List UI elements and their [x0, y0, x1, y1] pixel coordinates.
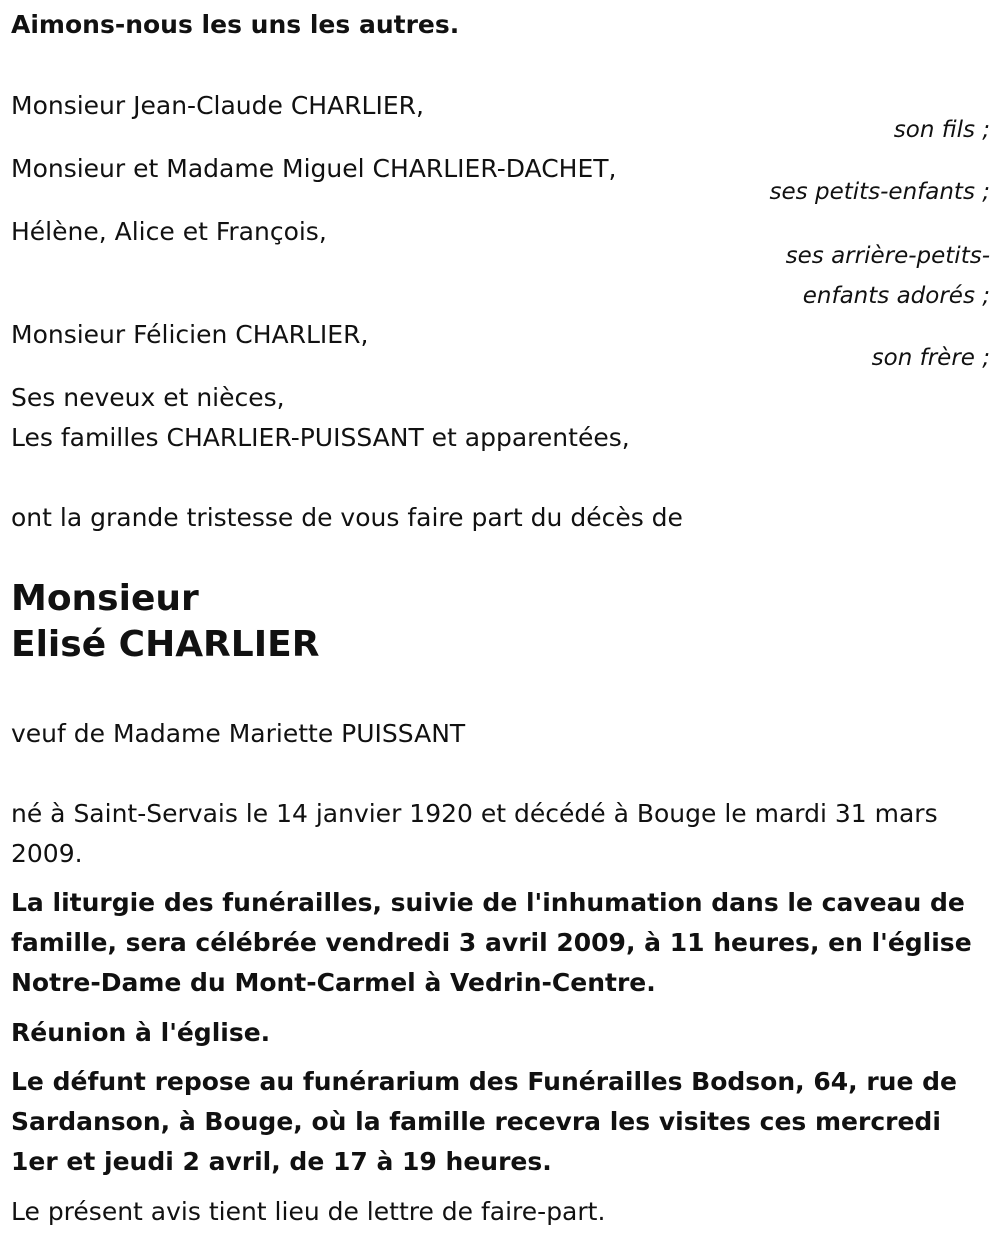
birth-death-dates: né à Saint-Servais le 14 janvier 1920 et décédé à Bouge le mardi 31 mars 2009.: [11, 799, 938, 868]
relation-great-grandchildren-line1: ses arrière-petits-: [785, 243, 990, 269]
widower-line: veuf de Madame Mariette PUISSANT: [11, 719, 466, 748]
relation-great-grandchildren-line2: enfants adorés ;: [802, 283, 990, 309]
motto: Aimons-nous les uns les autres.: [11, 10, 460, 39]
relation-brother: son frère ;: [871, 345, 990, 371]
family-member-son: Monsieur Jean-Claude CHARLIER,: [11, 91, 424, 120]
deceased-name: Elisé CHARLIER: [11, 624, 320, 665]
funeral-viewing: Le défunt repose au funérarium des Funérailles Bodson, 64, rue de Sardanson, à Bouge, où la famille recevra les visites ces mercredi 1er et jeudi 2 avril, de 17 à 19 heures.: [11, 1067, 957, 1176]
funeral-meeting: Réunion à l'église.: [11, 1018, 271, 1047]
family-member-great-grandchildren: Hélène, Alice et François,: [11, 217, 327, 246]
announcement: ont la grande tristesse de vous faire part du décès de: [11, 503, 683, 532]
funeral-liturgy: La liturgie des funérailles, suivie de l'inhumation dans le caveau de famille, sera célébrée vendredi 3 avril 2009, à 11 heures, en l'église Notre-Dame du Mont-Carmel à Vedrin-Centre.: [11, 888, 972, 997]
relation-grandchildren: ses petits-enfants ;: [769, 179, 990, 205]
others-nephews: Ses neveux et nièces,: [11, 383, 285, 412]
others-families: Les familles CHARLIER-PUISSANT et apparentées,: [11, 423, 630, 452]
footer-notice: Le présent avis tient lieu de lettre de faire-part.: [11, 1197, 606, 1226]
family-member-brother: Monsieur Félicien CHARLIER,: [11, 320, 369, 349]
deceased-title: Monsieur: [11, 578, 199, 619]
family-member-grandchildren: Monsieur et Madame Miguel CHARLIER-DACHET,: [11, 154, 617, 183]
relation-son: son fils ;: [893, 117, 990, 143]
